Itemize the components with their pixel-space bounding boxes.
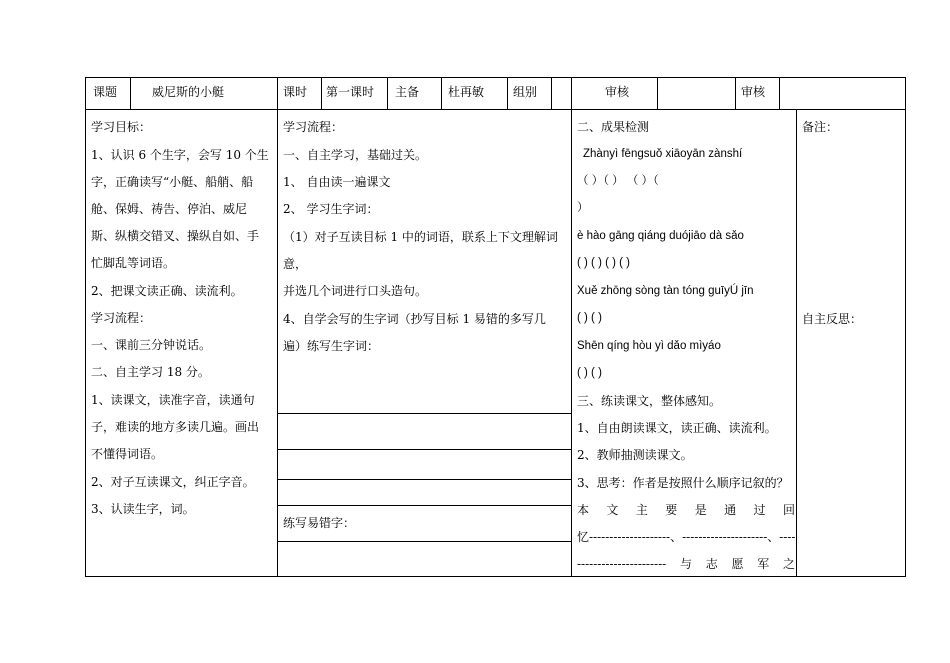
- question-char: 愿: [731, 557, 744, 571]
- question-char: 回: [782, 503, 795, 517]
- practice-line-3: [277, 479, 571, 480]
- question-line-3: [577, 556, 795, 572]
- column-divider-1: [277, 77, 278, 577]
- flow-line: 子，难读的地方多读几遍。画出: [91, 420, 260, 434]
- reading-item: 2、教师抽测读课文。: [577, 448, 693, 462]
- reading-section-title: 三、练读课文，整体感知。: [577, 394, 722, 408]
- study-step: 2、 学习生字词：: [283, 202, 379, 216]
- blanks-row-1-end: ）: [577, 202, 589, 214]
- flow-line: 1、读课文，读准字音，读通句: [91, 393, 255, 407]
- practice-line-2: [277, 449, 571, 450]
- study-step: 4、自学会写的生字词（抄写目标 1 易错的多写几: [283, 312, 546, 326]
- practice-line-1: [277, 413, 571, 414]
- header-divider-review2-value: [779, 77, 780, 109]
- blanks-row-2: ( ) ( ) ( ) ( ): [577, 257, 631, 269]
- reading-item: 1、自由朗读课文，读正确、读流利。: [577, 421, 777, 435]
- review1-label: 审核: [605, 85, 630, 99]
- question-char: 军: [757, 557, 770, 571]
- study-step: 并选几个词进行口头造句。: [283, 284, 428, 298]
- question-line-2: 忆--------------------、---------------------、----: [577, 530, 795, 544]
- pinyin-row-2: è hào gāng qiáng duójiāo dà sǎo: [577, 230, 744, 242]
- objectives-title: 学习目标：: [91, 120, 152, 134]
- table-top-border: [85, 77, 906, 78]
- question-char: 之: [782, 557, 795, 571]
- pinyin-row-3: Xuě zhōng sòng tàn tóng guīyÚ jīn: [577, 285, 754, 297]
- reflection-label: 自主反思：: [802, 312, 863, 326]
- practice-line-4: [277, 505, 571, 506]
- question-char: 与: [679, 557, 692, 571]
- header-divider-topic: [130, 77, 131, 109]
- practice-label: 练写易错字：: [283, 516, 356, 530]
- header-divider-period: [321, 77, 322, 109]
- results-title: 二、成果检测: [577, 120, 650, 134]
- header-divider-review1-value: [657, 77, 658, 109]
- study-step: 一、自主学习，基础过关。: [283, 148, 428, 162]
- objective-line: 字，正确读写“小艇、船艄、船: [91, 175, 254, 189]
- pinyin-row-1: Zhànyì fēngsuǒ xiāoyān zànshí: [583, 148, 743, 160]
- header-bottom-border: [85, 109, 906, 110]
- blanks-row-1: （ ）（ ） （ ）（: [577, 175, 659, 187]
- flow-line: 二、自主学习 18 分。: [91, 365, 210, 379]
- lead-label: 主备: [395, 85, 420, 99]
- column-divider-3: [796, 109, 797, 577]
- column-divider-2: [571, 77, 572, 577]
- question-char: 是: [694, 503, 707, 517]
- flow-line: 2、对子互读课文，纠正字音。: [91, 475, 255, 489]
- objective-line: 2、把课文读正确、读流利。: [91, 284, 243, 298]
- practice-line-5: [277, 541, 571, 542]
- table-bottom-border: [85, 576, 906, 577]
- group-label: 组别: [513, 85, 538, 99]
- header-divider-lead: [387, 77, 388, 109]
- study-step: 意，: [283, 257, 308, 271]
- review2-label: 审核: [741, 85, 766, 99]
- question-char: 过: [753, 503, 766, 517]
- objective-line: 斯、纵横交错叉、操纵自如、手: [91, 229, 260, 243]
- question-char: 主: [635, 503, 648, 517]
- blanks-row-4: ( ) ( ): [577, 367, 602, 379]
- question-char: 文: [606, 503, 619, 517]
- flow-title: 学习流程：: [91, 311, 152, 325]
- period-value: 第一课时: [326, 85, 375, 99]
- flow-line: 一、课前三分钟说话。: [91, 338, 212, 352]
- objective-line: 舱、保姆、祷告、停泊、威尼: [91, 202, 248, 216]
- question-char: 志: [705, 557, 718, 571]
- topic-value: 威尼斯的小艇: [152, 85, 225, 99]
- answer-dashes: ----------------------: [577, 557, 667, 571]
- study-step: 遍）练写生字词：: [283, 339, 380, 353]
- question-char: 通: [724, 503, 737, 517]
- study-step: 1、 自由读一遍课文: [283, 175, 391, 189]
- header-divider-group-value: [551, 77, 552, 109]
- notes-label: 备注：: [802, 120, 839, 134]
- objective-line: 忙脚乱等词语。: [91, 256, 176, 270]
- question-char: 本: [577, 503, 590, 517]
- flow-line: 3、认读生字，词。: [91, 502, 195, 516]
- table-right-border: [905, 77, 906, 577]
- blanks-row-3: ( ) ( ): [577, 312, 602, 324]
- lead-value: 杜再敏: [448, 85, 485, 99]
- header-divider-lead-value: [441, 77, 442, 109]
- period-label: 课时: [283, 85, 308, 99]
- table-left-border: [85, 77, 86, 577]
- study-flow-title: 学习流程：: [283, 120, 344, 134]
- topic-label: 课题: [93, 85, 118, 99]
- study-step: （1）对子互读目标 1 中的词语，联系上下文理解词: [283, 230, 558, 244]
- header-divider-group: [507, 77, 508, 109]
- question-char: 要: [665, 503, 678, 517]
- reading-item: 3、思考：作者是按照什么顺序记叙的？: [577, 476, 789, 490]
- flow-line: 不懂得词语。: [91, 447, 164, 461]
- pinyin-row-4: Shēn qíng hòu yì dǎo mìyáo: [577, 340, 721, 352]
- question-line-1: [577, 502, 795, 518]
- header-divider-review2: [735, 77, 736, 109]
- objective-line: 1、认识 6 个生字，会写 10 个生: [91, 148, 269, 162]
